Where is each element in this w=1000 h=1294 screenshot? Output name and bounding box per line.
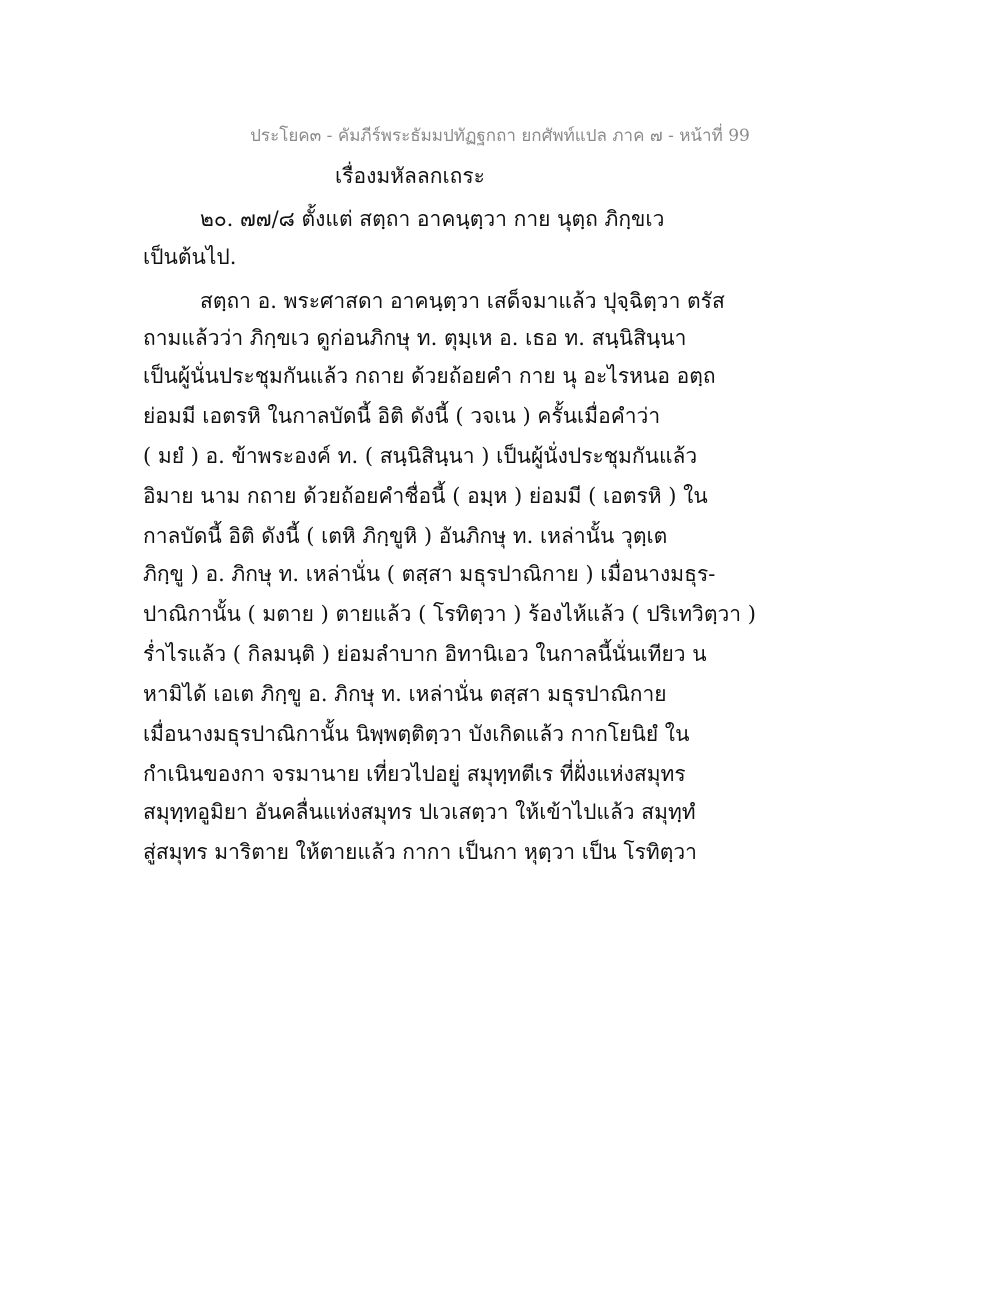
body-line: ย่อมมี เอตรหิ ในกาลบัดนี้ อิติ ดังนี้ ( วจเน ) ครั้นเมื่อคำว่า xyxy=(143,404,661,428)
body-line: เมื่อนางมธุรปาณิกานั้น นิพฺพตฺติตฺวา บังเกิดแล้ว กากโยนิยํ ใน xyxy=(143,722,690,746)
body-line: กำเนินของกา จรมานาย เที่ยวไปอยู่ สมุทฺทตีเร ที่ฝั่งแห่งสมุทร xyxy=(143,762,686,786)
body-line: กาลบัดนี้ อิติ ดังนี้ ( เตหิ ภิกฺขูหิ ) อันภิกษุ ท. เหล่านั้น วุตฺเต xyxy=(143,524,668,548)
body-line: สมุทฺทอูมิยา อันคลื่นแห่งสมุทร ปเวเสตฺวา ให้เข้าไปแล้ว สมุทฺทํ xyxy=(143,800,696,824)
intro-line-1: ๒๐. ๗๗/๘ ตั้งแต่ สตฺถา อาคนฺตฺวา กาย นุตฺถ ภิกฺขเว xyxy=(200,207,665,231)
body-line: สตฺถา อ. พระศาสดา อาคนฺตฺวา เสด็จมาแล้ว ปุจฺฉิตฺวา ตรัส xyxy=(200,289,725,313)
body-line: ร่ำไรแล้ว ( กิลมนฺติ ) ย่อมลำบาก อิทานิเอว ในกาลนี้นั่นเทียว น xyxy=(143,642,707,666)
body-line: หามิได้ เอเต ภิกฺขู อ. ภิกษุ ท. เหล่านั่น ตสฺสา มธุรปาณิกาย xyxy=(143,682,667,706)
story-title: เรื่องมหัลลกเถระ xyxy=(335,164,485,188)
running-header: ประโยค๓ - คัมภีร์พระธัมมปทัฏฐกถา ยกศัพท์แปล ภาค ๗ - หน้าที่ 99 xyxy=(250,126,750,146)
intro-line-2: เป็นต้นไป. xyxy=(143,245,237,269)
body-line: ( มยํ ) อ. ข้าพระองค์ ท. ( สนฺนิสินฺนา ) เป็นผู้นั่งประชุมกันแล้ว xyxy=(143,444,698,468)
body-line: สู่สมุทร มาริตาย ให้ตายแล้ว กากา เป็นกา หุตฺวา เป็น โรทิตฺวา xyxy=(143,840,697,864)
body-line: เป็นผู้นั่นประชุมกันแล้ว กถาย ด้วยถ้อยคำ กาย นุ อะไรหนอ อตฺถ xyxy=(143,364,716,388)
body-line: ปาณิกานั้น ( มตาย ) ตายแล้ว ( โรทิตฺวา ) ร้องไห้แล้ว ( ปริเทวิตฺวา ) xyxy=(143,602,756,626)
body-line: ภิกฺขู ) อ. ภิกษุ ท. เหล่านั่น ( ตสฺสา มธุรปาณิกาย ) เมื่อนางมธุร- xyxy=(143,562,716,586)
body-line: ถามแล้วว่า ภิกฺขเว ดูก่อนภิกษุ ท. ตุมฺเห อ. เธอ ท. สนฺนิสินฺนา xyxy=(143,326,687,350)
body-line: อิมาย นาม กถาย ด้วยถ้อยคำชื่อนี้ ( อมฺห ) ย่อมมี ( เอตรหิ ) ใน xyxy=(143,484,708,508)
